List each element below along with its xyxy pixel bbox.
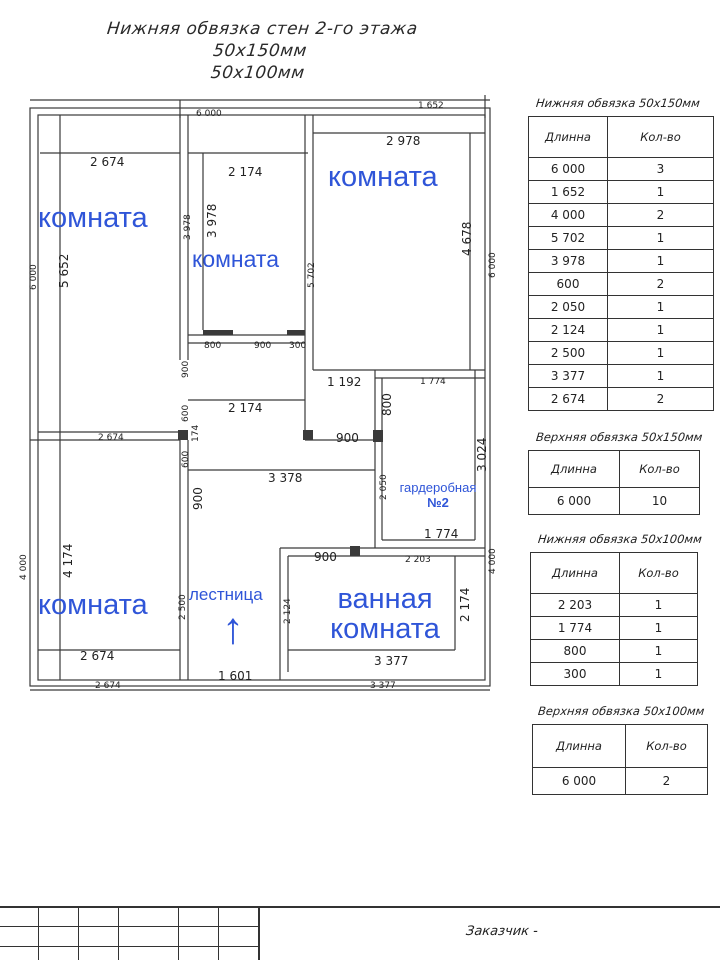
table1-header (529, 117, 714, 158)
table-cell: 1 (620, 640, 698, 663)
table-cell: 1 (608, 319, 714, 342)
stamp-col-line (258, 906, 260, 960)
dim-900-b: 900 (181, 360, 191, 378)
table-cell: 300 (531, 663, 620, 686)
table-cell: 1 (608, 181, 714, 204)
table-cell: 2 (608, 273, 714, 296)
dim-top-1652: 1 652 (418, 101, 444, 111)
dim-4678: 4 678 (460, 221, 474, 256)
title-line-2: 50х150мм (212, 41, 308, 61)
dim-4174: 4 174 (61, 543, 75, 578)
dim-1774-b: 1 774 (424, 527, 459, 541)
table-cell: 1 774 (531, 617, 620, 640)
dim-174: 174 (191, 424, 201, 442)
room-label-bottom-left: комната (38, 589, 148, 621)
stamp-customer: Заказчик - (465, 924, 539, 939)
table-row (531, 663, 698, 686)
dim-300: 300 (289, 341, 307, 351)
dim-900-e: 900 (314, 550, 337, 564)
dim-5702: 5 702 (307, 262, 317, 288)
table-row (529, 158, 714, 181)
dim-2674-b: 2 674 (98, 433, 124, 443)
table2-caption: Верхняя обвязка 50х150мм (535, 430, 704, 444)
dim-2674-c: 2 674 (80, 649, 115, 663)
dim-6000-right: 6 000 (488, 252, 498, 278)
table-row (529, 342, 714, 365)
table1 (528, 116, 714, 411)
wardrobe-label-line-1: гардеробная (399, 480, 477, 495)
table4-header-length: Длинна (533, 725, 626, 768)
table-cell: 3 377 (529, 365, 608, 388)
table-row (531, 617, 698, 640)
table2-header-length: Длинна (529, 451, 620, 488)
stamp-block (0, 900, 720, 960)
table-cell: 1 652 (529, 181, 608, 204)
bathroom-label-line-1: ванная (337, 583, 433, 615)
dim-900-c: 900 (336, 431, 359, 445)
table-row (529, 365, 714, 388)
table-cell: 3 978 (529, 250, 608, 273)
table-cell: 5 702 (529, 227, 608, 250)
table-row (529, 181, 714, 204)
table-cell: 4 000 (529, 204, 608, 227)
table-cell: 2 050 (529, 296, 608, 319)
wardrobe-label-line-2: №2 (427, 495, 449, 510)
room-label-bathroom (310, 584, 460, 644)
dim-2174-b: 2 174 (228, 401, 263, 415)
room-label-top-left: комната (38, 202, 148, 234)
table-cell: 2 674 (529, 388, 608, 411)
table3-header (531, 553, 698, 594)
dim-3377-b: 3 377 (370, 681, 396, 691)
dim-2978: 2 978 (386, 134, 421, 148)
table-cell: 1 (608, 227, 714, 250)
title-line-1: Нижняя обвязка стен 2-го этажа (105, 19, 419, 39)
dim-2674-a: 2 674 (90, 155, 125, 169)
table-cell: 1 (620, 663, 698, 686)
dim-3978-b: 3 978 (205, 203, 219, 238)
table-cell: 1 (620, 594, 698, 617)
dim-900-d: 900 (191, 487, 205, 510)
dim-1774-a: 1 774 (420, 377, 446, 387)
dim-5652: 5 652 (57, 253, 71, 288)
dim-2050: 2 050 (379, 474, 389, 500)
table2 (528, 450, 700, 515)
dim-4000-right: 4 000 (488, 548, 498, 574)
table-row (533, 768, 708, 795)
stamp-col-line (38, 906, 39, 960)
table1-header-qty: Кол-во (608, 117, 714, 158)
dim-2124: 2 124 (283, 598, 293, 624)
dim-800-a: 800 (204, 341, 222, 351)
table-cell: 6 000 (529, 488, 620, 515)
table-cell: 800 (531, 640, 620, 663)
table-cell: 1 (620, 617, 698, 640)
dim-3978-a: 3 978 (183, 214, 193, 240)
table-cell: 2 (608, 388, 714, 411)
bathroom-label-line-2: комната (330, 613, 440, 645)
table4-caption: Верхняя обвязка 50х100мм (537, 704, 706, 718)
table-cell: 6 000 (533, 768, 626, 795)
table-cell: 1 (608, 296, 714, 319)
dim-top-6000: 6 000 (196, 109, 222, 119)
stamp-col-line (178, 906, 179, 960)
dim-4000-left: 4 000 (19, 554, 29, 580)
table4-header-qty: Кол-во (626, 725, 708, 768)
dim-2674-d: 2 674 (95, 681, 121, 691)
table-row (529, 250, 714, 273)
table-row (531, 594, 698, 617)
table-row (529, 227, 714, 250)
stamp-col-line (78, 906, 79, 960)
table3-header-qty: Кол-во (620, 553, 698, 594)
table-row (529, 488, 700, 515)
table1-header-length: Длинна (529, 117, 608, 158)
dim-6000-left: 6 000 (29, 264, 39, 290)
room-label-stairs: лестница (189, 585, 263, 604)
dim-3378: 3 378 (268, 471, 303, 485)
table2-header-qty: Кол-во (620, 451, 700, 488)
table-cell: 600 (529, 273, 608, 296)
table-row (529, 204, 714, 227)
dim-800-b: 800 (380, 393, 394, 416)
dim-3377-a: 3 377 (374, 654, 409, 668)
dim-1192: 1 192 (327, 375, 362, 389)
table1-caption: Нижняя обвязка 50х150мм (535, 96, 701, 110)
dim-2174-a: 2 174 (228, 165, 263, 179)
table-row (529, 319, 714, 342)
table-cell: 3 (608, 158, 714, 181)
table-cell: 10 (620, 488, 700, 515)
dim-2500: 2 500 (178, 594, 188, 620)
room-label-middle: комната (192, 246, 279, 272)
title-line-3: 50х100мм (209, 63, 306, 83)
table-cell: 1 (608, 250, 714, 273)
table-cell: 1 (608, 342, 714, 365)
table-cell: 2 (608, 204, 714, 227)
table-row (529, 388, 714, 411)
dim-2174-c: 2 174 (458, 587, 472, 622)
table-cell: 2 500 (529, 342, 608, 365)
table-cell: 6 000 (529, 158, 608, 181)
dim-1601: 1 601 (218, 669, 253, 683)
table-row (531, 640, 698, 663)
table3-header-length: Длинна (531, 553, 620, 594)
table-row (529, 273, 714, 296)
stamp-top-border (0, 906, 720, 908)
dim-900-a: 900 (254, 341, 272, 351)
stamp-col-line (118, 906, 119, 960)
table4 (532, 724, 708, 795)
table2-header (529, 451, 700, 488)
stamp-col-line (218, 906, 219, 960)
dim-600-a: 600 (181, 404, 191, 422)
stairs-arrow-icon: ↑ (222, 604, 244, 653)
table-cell: 2 203 (531, 594, 620, 617)
dim-600-b: 600 (181, 450, 191, 468)
room-label-top-right: комната (328, 161, 438, 193)
table3 (530, 552, 698, 686)
dim-2203: 2 203 (405, 555, 431, 565)
table-cell: 2 124 (529, 319, 608, 342)
table-cell: 1 (608, 365, 714, 388)
table-cell: 2 (626, 768, 708, 795)
dim-3024: 3 024 (475, 437, 489, 472)
table3-caption: Нижняя обвязка 50х100мм (537, 532, 703, 546)
table4-header (533, 725, 708, 768)
room-label-wardrobe (390, 480, 486, 510)
table-row (529, 296, 714, 319)
